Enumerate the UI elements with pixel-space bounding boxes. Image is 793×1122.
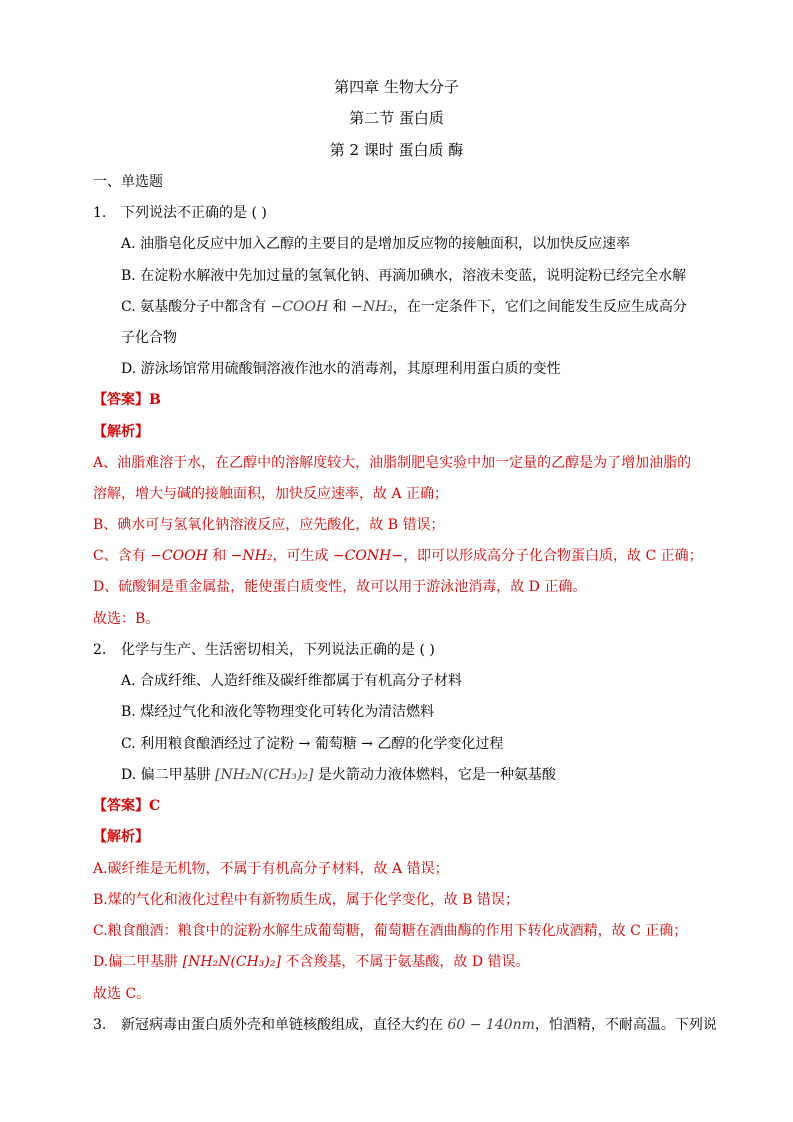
formula-diameter: 60 − 140nm [447,1017,535,1033]
q1-option-c-cont: 子化合物 [121,330,177,346]
q1-option-c-mid: 和 [328,299,352,315]
q2-exp-d-pre: D.偏二甲基肼 [93,954,183,970]
q1-exp-b: B、碘水可与氢氧化钠溶液反应，应先酸化，故 B 错误； [93,517,445,533]
q1-option-b: B. 在淀粉水解液中先加过量的氢氧化钠、再滴加碘水，溶液未变蓝，说明淀粉已经完全水解 [121,268,687,284]
q1-exp-c-post: ，即可以形成高分子化合物蛋白质，故 C 正确； [403,548,703,564]
q1-analysis-label: 【解析】 [93,424,149,440]
formula-udmh: [NH₂N(CH₃)₂] [215,767,314,783]
q1-option-c [121,297,687,317]
section-title: 第二节 蛋白质 [349,109,444,127]
q2-option-a: A. 合成纤维、人造纤维及碳纤维都属于有机高分子材料 [121,673,463,689]
q2-option-c: C. 利用粮食酿酒经过了淀粉 → 葡萄糖 → 乙醇的化学变化过程 [121,736,504,752]
q2-exp-d-post: 不含羧基，不属于氨基酸，故 D 错误。 [280,954,530,970]
q3-stem-post: ，怕酒精，不耐高温。下列说 [534,1017,717,1033]
q3-stem [121,1015,717,1035]
q2-option-b: B. 煤经过气化和液化等物理变化可转化为清洁燃料 [121,704,435,720]
formula-cooh: −COOH [150,548,208,564]
q1-option-a: A. 油脂皂化反应中加入乙醇的主要目的是增加反应物的接触面积，以加快反应速率 [121,236,631,252]
chapter-title: 第四章 生物大分子 [334,78,459,96]
formula-nh2: −NH₂ [230,548,273,564]
q1-exp-c-pre: C、含有 [93,548,151,564]
formula-udmh: [NH₂N(CH₃)₂] [182,954,281,970]
q2-number: 2. [93,642,107,658]
q1-choose: 故选：B。 [93,611,160,627]
q2-option-d [121,765,556,785]
lesson-title: 第 2 课时 蛋白质 酶 [329,141,464,159]
q1-exp-c-mid1: 和 [207,548,231,564]
formula-nh2: −NH₂ [351,299,393,315]
q2-choose: 故选 C。 [93,986,151,1002]
q1-exp-c-mid2: ，可生成 [272,548,333,564]
q2-exp-d [93,952,530,972]
q1-exp-d: D、硫酸铜是重金属盐，能使蛋白质变性，故可以用于游泳池消毒，故 D 正确。 [93,579,587,595]
q1-option-c-pre: C. 氨基酸分子中都含有 [121,299,271,315]
q2-answer: 【答案】C [93,798,161,814]
q1-option-c-post: ，在一定条件下，它们之间能发生反应生成高分 [392,299,687,315]
q1-stem: 下列说法不正确的是 ( ) [121,205,267,221]
q2-option-d-post: 是火箭动力液体燃料，它是一种氨基酸 [313,767,556,783]
q3-stem-pre: 新冠病毒由蛋白质外壳和单链核酸组成，直径大约在 [121,1017,448,1033]
q1-exp-a-line2: 溶解，增大与碱的接触面积，加快反应速率，故 A 正确； [93,486,449,502]
q2-stem: 化学与生产、生活密切相关，下列说法正确的是 ( ) [121,642,435,658]
q2-exp-a: A.碳纤维是无机物，不属于有机高分子材料，故 A 错误； [93,861,449,877]
q3-number: 3. [93,1017,107,1033]
q1-exp-a-line1: A、油脂难溶于水，在乙醇中的溶解度较大，油脂制肥皂实验中加一定量的乙醇是为了增加油脂的 [93,455,692,471]
formula-cooh: −COOH [270,299,329,315]
q1-option-d: D. 游泳场馆常用硫酸铜溶液作池水的消毒剂，其原理利用蛋白质的变性 [121,361,561,377]
q1-answer: 【答案】B [93,392,161,408]
q1-exp-c [93,546,703,566]
formula-conh: −CONH− [332,548,404,564]
q2-option-d-pre: D. 偏二甲基肼 [121,767,216,783]
q2-analysis-label: 【解析】 [93,829,149,845]
q2-exp-c: C.粮食酿酒：粮食中的淀粉水解生成葡萄糖，葡萄糖在酒曲酶的作用下转化成酒精，故 C 正确； [93,923,688,939]
q1-number: 1. [93,205,107,221]
q2-exp-b: B.煤的气化和液化过程中有新物质生成，属于化学变化，故 B 错误； [93,892,519,908]
part-heading: 一、单选题 [93,174,163,190]
